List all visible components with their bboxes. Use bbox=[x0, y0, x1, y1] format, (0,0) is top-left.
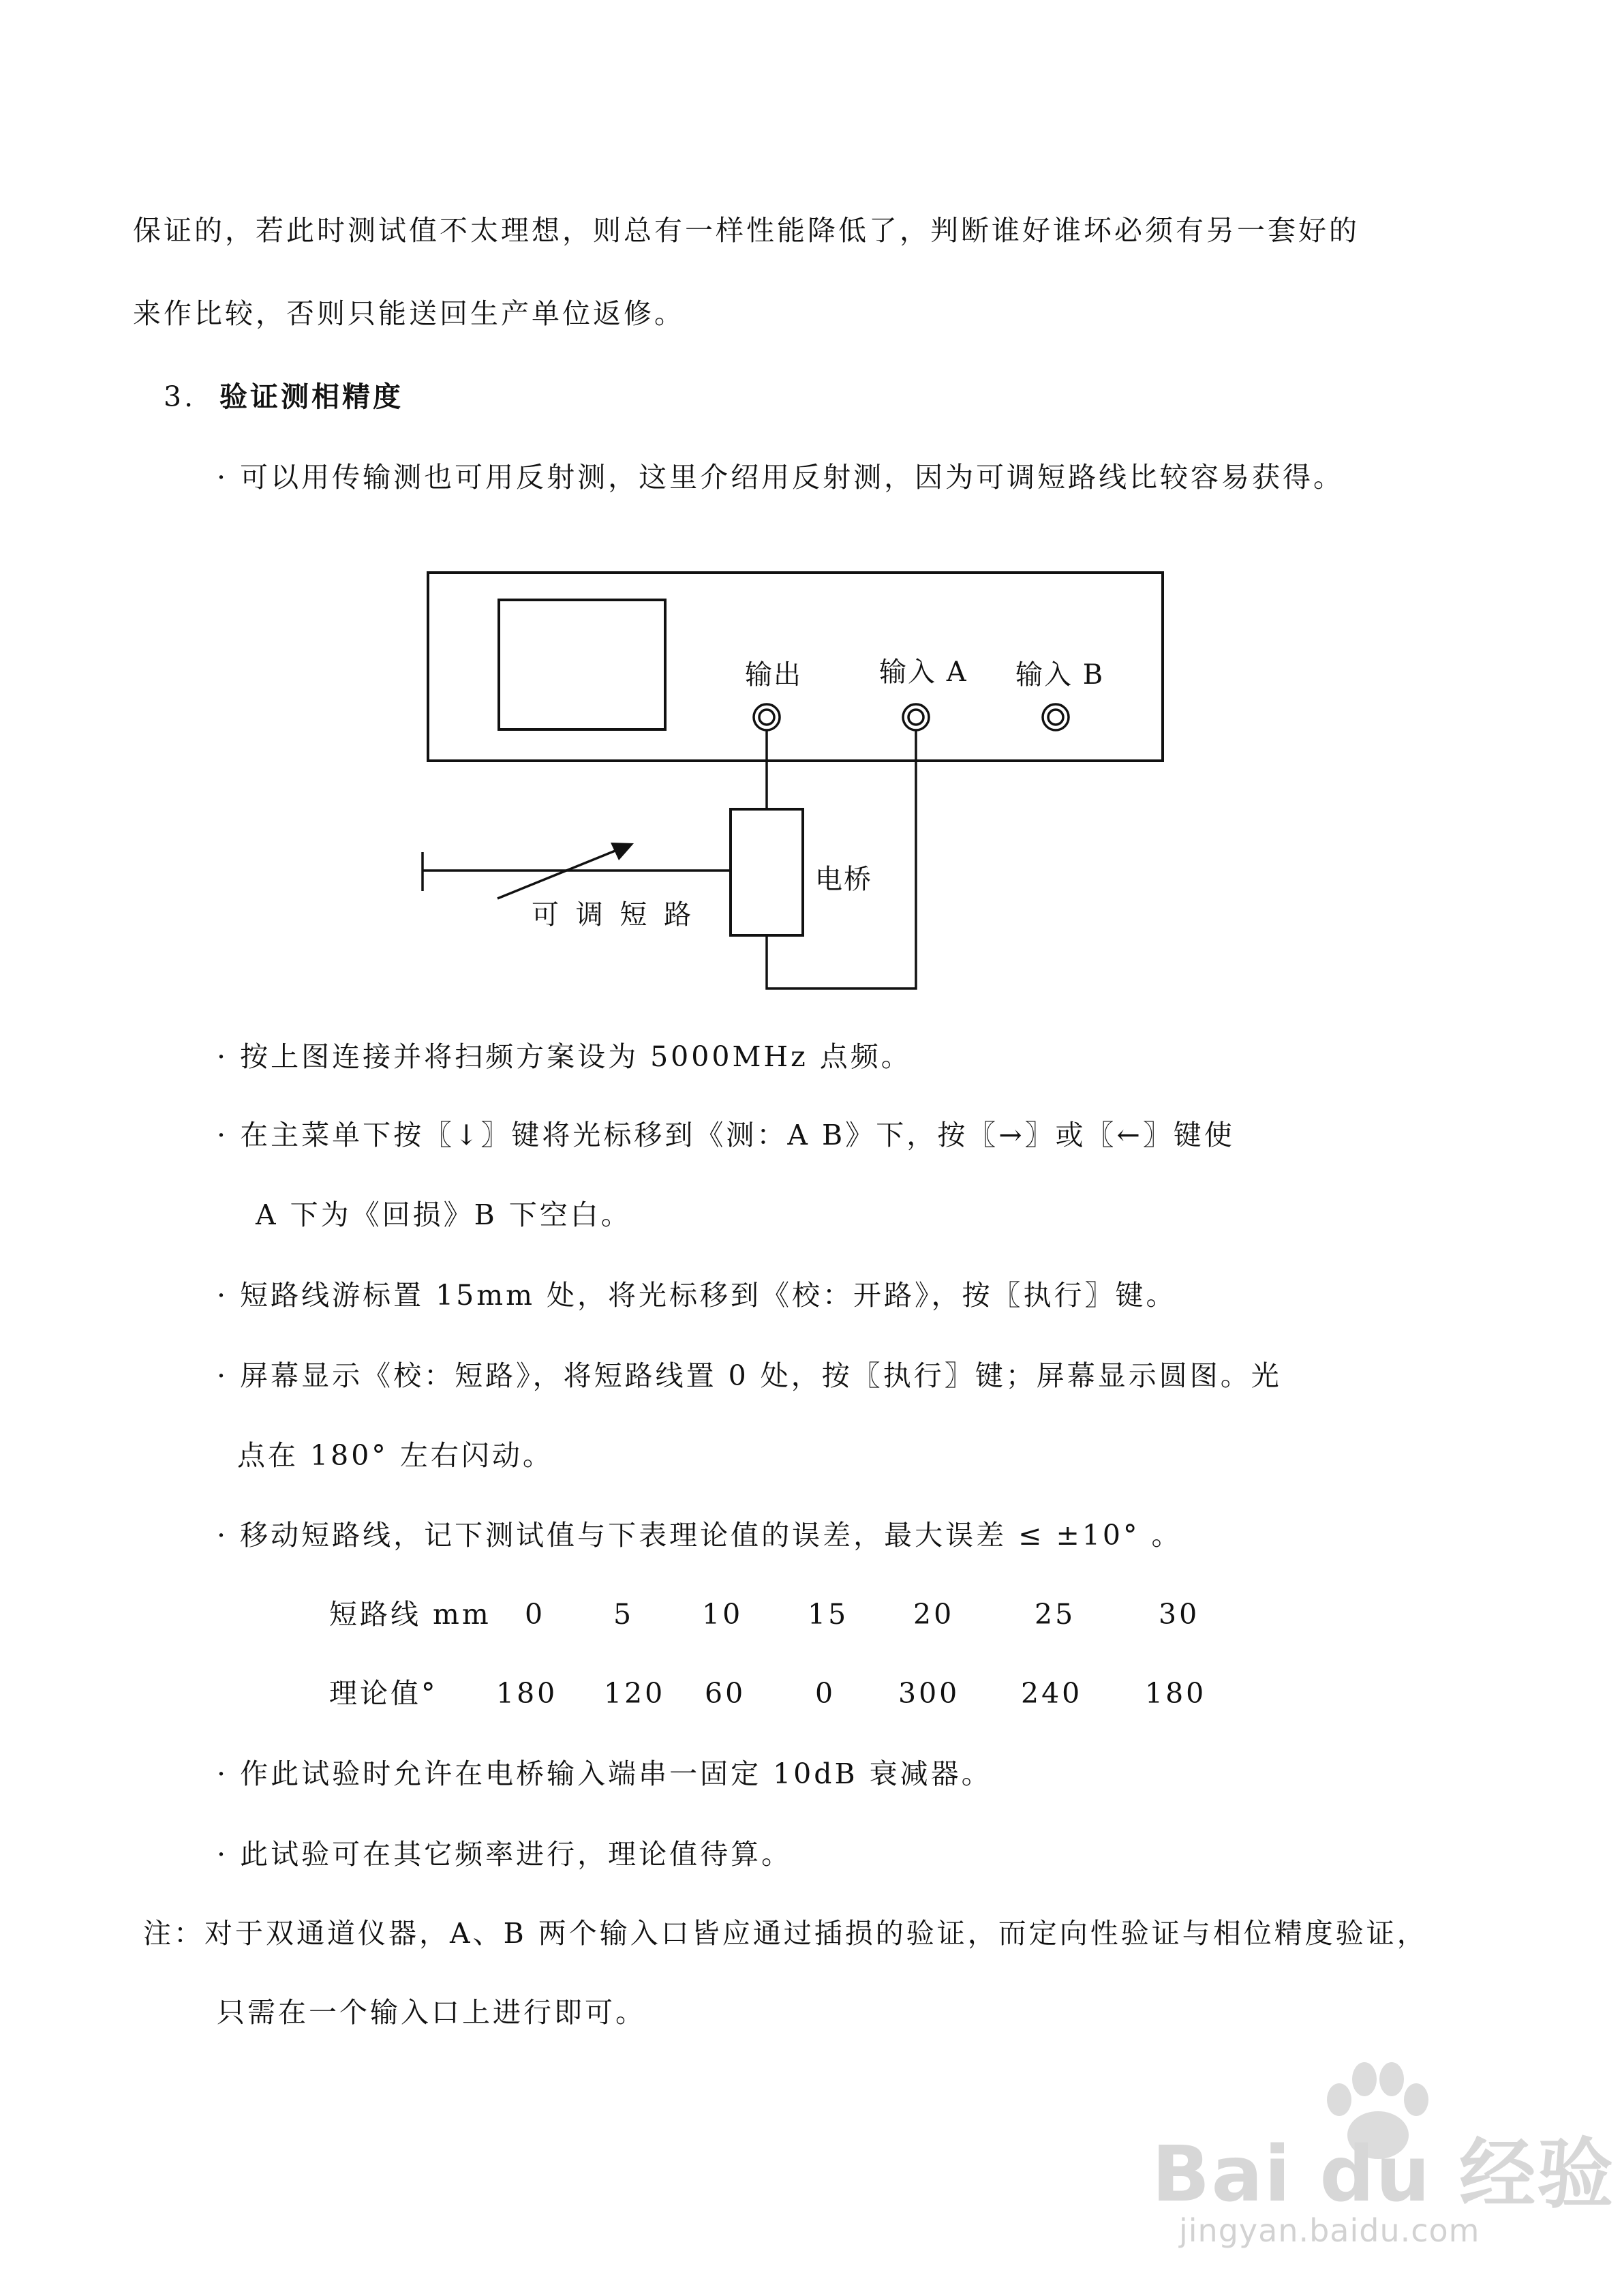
table-cell: 15 bbox=[808, 1598, 849, 1631]
bullet-item: · 按上图连接并将扫频方案设为 5000MHz 点频。 bbox=[217, 1040, 912, 1073]
table-cell: 25 bbox=[1035, 1598, 1076, 1631]
adjust-arrow-shaft bbox=[498, 849, 620, 898]
table-cell: 0 bbox=[525, 1598, 546, 1631]
bullet-item: · 移动短路线，记下测试值与下表理论值的误差，最大误差 ≤ ±10° 。 bbox=[217, 1519, 1182, 1552]
table-row-label: 理论值° bbox=[329, 1677, 438, 1710]
table-cell: 240 bbox=[1021, 1677, 1083, 1710]
port-output bbox=[754, 704, 780, 730]
port-input-a bbox=[903, 704, 929, 730]
bullet-item: · 此试验可在其它频率进行，理论值待算。 bbox=[217, 1838, 793, 1871]
adjustable-short-label: 可 调 短 路 bbox=[532, 899, 696, 931]
baidu-watermark bbox=[1152, 2059, 1615, 2263]
table-cell: 20 bbox=[913, 1598, 955, 1631]
paragraph-line: 来作比较，否则只能送回生产单位返修。 bbox=[133, 297, 685, 330]
output-label: 输出 bbox=[745, 659, 802, 691]
input-b-label: 输入 B bbox=[1015, 659, 1105, 691]
table-cell: 0 bbox=[815, 1677, 836, 1710]
bullet-item: · 作此试验时允许在电桥输入端串一固定 10dB 衰减器。 bbox=[217, 1757, 992, 1790]
input-a-label: 输入 A bbox=[879, 656, 968, 688]
table-cell: 180 bbox=[1145, 1677, 1207, 1710]
table-cell: 10 bbox=[702, 1598, 744, 1631]
table-cell: 120 bbox=[604, 1677, 666, 1710]
table-cell: 5 bbox=[613, 1598, 634, 1631]
table-cell: 60 bbox=[705, 1677, 746, 1710]
bullet-item: · 短路线游标置 15mm 处，将光标移到《校：开路》，按〖执行〗键。 bbox=[217, 1279, 1177, 1312]
table-cell: 30 bbox=[1159, 1598, 1200, 1631]
wire-bridge-to-input-a bbox=[767, 730, 916, 988]
table-cell: 180 bbox=[496, 1677, 558, 1710]
bullet-item: · 可以用传输测也可用反射测，这里介绍用反射测，因为可调短路线比较容易获得。 bbox=[217, 461, 1345, 494]
watermark-url: jingyan.baidu.com bbox=[1179, 2212, 1480, 2249]
port-input-b bbox=[1043, 704, 1069, 730]
note-line: 只需在一个输入口上进行即可。 bbox=[217, 1996, 646, 2029]
screen-box bbox=[499, 600, 665, 729]
section-number: 3. bbox=[164, 380, 196, 413]
note-line: 注：对于双通道仪器，A、B 两个输入口皆应通过插损的验证，而定向性验证与相位精度验证， bbox=[143, 1917, 1428, 1950]
bullet-item: · 屏幕显示《校：短路》，将短路线置 0 处，按〖执行〗键；屏幕显示圆图。光 bbox=[217, 1359, 1282, 1392]
bullet-item: · 在主菜单下按〖↓〗键将光标移到《测：A B》下，按〖→〗或〖←〗键使 bbox=[217, 1119, 1235, 1151]
adjust-arrow-head bbox=[611, 843, 634, 860]
section-heading: 验证测相精度 bbox=[219, 380, 403, 413]
bullet-item-continuation: 点在 180° 左右闪动。 bbox=[237, 1439, 553, 1472]
table-cell: 300 bbox=[898, 1677, 960, 1710]
bullet-item-continuation: A 下为《回损》B 下空白。 bbox=[256, 1198, 632, 1231]
watermark-brand: Bai du 经验 bbox=[1152, 2130, 1615, 2219]
bridge-box bbox=[731, 809, 803, 935]
table-row-label: 短路线 mm bbox=[329, 1598, 491, 1631]
paragraph-line: 保证的，若此时测试值不太理想，则总有一样性能降低了，判断谁好谁坏必须有另一套好的 bbox=[133, 214, 1360, 247]
bridge-label: 电桥 bbox=[815, 864, 872, 895]
